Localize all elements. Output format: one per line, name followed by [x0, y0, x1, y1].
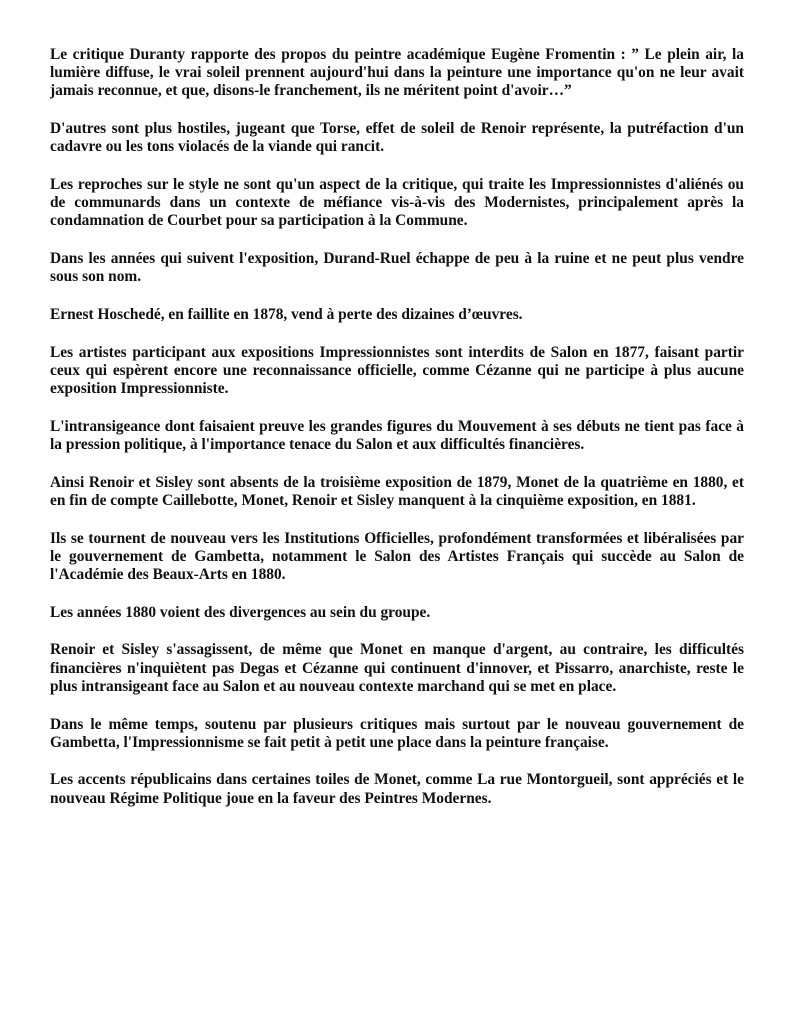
paragraph-renoir-sisley: Renoir et Sisley s'assagissent, de même que Monet en manque d'argent, au contraire, les difficultés financières n'inquiètent pas Degas et Cézanne qui continuent d'innover, et Pissarro, anarchiste, reste le plus intransigeant face au Salon et au nouveau contexte marchand qui se met en place. — [50, 641, 744, 695]
paragraph-style-reproaches: Les reproches sur le style ne sont qu'un aspect de la critique, qui traite les Impressionnistes d'aliénés ou de communards dans un contexte de méfiance vis-à-vis des Modernistes, principalement après la condamnation de Courbet pour sa participation à la Commune. — [50, 176, 744, 230]
paragraph-intransigence: L'intransigeance dont faisaient preuve les grandes figures du Mouvement à ses débuts ne tient pas face à la pression politique, à l'importance tenace du Salon et aux difficultés financières. — [50, 417, 744, 454]
paragraph-divergences: Les années 1880 voient des divergences au sein du groupe. — [50, 603, 431, 621]
paragraph-durand-ruel: Dans les années qui suivent l'exposition, Durand-Ruel échappe de peu à la ruine et ne peut plus vendre sous son nom. — [50, 250, 744, 286]
document-page — [50, 46, 744, 808]
paragraph-official-institutions: Ils se tournent de nouveau vers les Institutions Officielles, profondément transformées et libéralisées par le gouvernement de Gambetta, notamment le Salon des Artistes Français qui succède au Salon de l'Académie des Beaux-Arts en 1880. — [50, 529, 744, 584]
paragraph-absences: Ainsi Renoir et Sisley sont absents de la troisième exposition de 1879, Monet de la quatrième en 1880, et en fin de compte Caillebotte, Monet, Renoir et Sisley manquent à la cinquième exposition, en 1881. — [50, 473, 744, 509]
paragraph-hoschede: Ernest Hoschedé, en faillite en 1878, vend à perte des dizaines d’œuvres. — [50, 306, 523, 324]
paragraph-hostile-critics: D'autres sont plus hostiles, jugeant que Torse, effet de soleil de Renoir représente, la putréfaction d'un cadavre ou les tons violacés de la viande qui rancit. — [50, 120, 744, 156]
paragraph-republican-accents: Les accents républicains dans certaines toiles de Monet, comme La rue Montorgueil, sont appréciés et le nouveau Régime Politique joue en la faveur des Peintres Modernes. — [50, 771, 744, 807]
paragraph-fromentin-quote: Le critique Duranty rapporte des propos du peintre académique Eugène Fromentin : ” Le plein air, la lumière diffuse, le vrai soleil prennent aujourd'hui dans la peinture une importance qu'on ne leur avait jamais reconnue, et que, disons-le franchement, ils ne méritent point d'avoir…” — [50, 46, 744, 100]
paragraph-salon-ban: Les artistes participant aux expositions Impressionnistes sont interdits de Salon en 1877, faisant partir ceux qui espèrent encore une reconnaissance officielle, comme Cézanne qui ne participe à plus aucune exposition Impressionniste. — [50, 343, 744, 398]
paragraph-gambetta-support: Dans le même temps, soutenu par plusieurs critiques mais surtout par le nouveau gouvernement de Gambetta, l'Impressionnisme se fait petit à petit une place dans la peinture française. — [50, 715, 744, 751]
